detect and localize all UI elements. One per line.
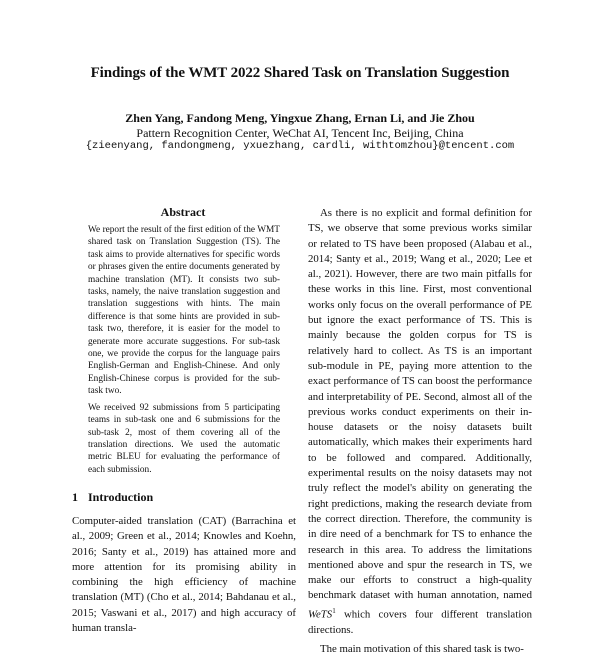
right-paragraph-1-end: which covers four different translation directions. — [308, 608, 532, 636]
abstract-body — [88, 224, 280, 480]
right-paragraph-1 — [308, 206, 532, 638]
paper-title: Findings of the WMT 2022 Shared Task on Translation Suggestion — [90, 65, 510, 81]
section-title: Introduction — [88, 490, 154, 504]
author-emails: {zieenyang, fandongmeng, yxuezhang, cardli, withtomzhou}@tencent.com — [85, 140, 515, 152]
section-number: 1 — [72, 490, 78, 504]
introduction-paragraph-1: Computer-aided translation (CAT) (Barrachina et al., 2009; Green et al., 2014; Knowles and Koehn, 2016; Santy et al., 2019) has attained more and more attention for its promising ability in combining the high efficiency of machine translation (MT) (Cho et al., 2014; Bahdanau et al., 2015; Vaswani et al., 2017) and high accuracy of human transla- — [72, 515, 296, 635]
author-list: Zhen Yang, Fandong Meng, Yingxue Zhang, Ernan Li, and Jie Zhou — [125, 111, 475, 125]
abstract-paragraph-2: We received 92 submissions from 5 participating teams in sub-task one and 6 submissions for the sub-task 2, most of them covering all of the translation directions. We used the automatic metric BLEU for evaluating the performance of each submission. — [88, 402, 280, 475]
right-paragraph-2: The main motivation of this shared task is two- — [320, 642, 524, 655]
dataset-name: WeTS — [308, 608, 333, 621]
abstract-paragraph-1: We report the result of the first edition of the WMT shared task on Translation Suggestion (TS). The task aims to provide alternatives for specific words or phrases given the entire documents generated by machine translation (MT). It consists two sub-tasks, namely, the naive translation suggestion and translation suggestions with hints. The main difference is that some hints are provided in sub-task two, therefore, it is easier for the model to generate more accurate suggestions. For sub-task one, we provide the corpus for the language pairs English-German and English-Chinese. And only English-Chinese corpus is provided for the sub-task two. — [88, 225, 280, 397]
section-heading-introduction — [72, 490, 153, 505]
footnote-marker: 1 — [332, 606, 336, 615]
abstract-heading: Abstract — [160, 205, 206, 219]
right-paragraph-1-text: As there is no explicit and formal definition for TS, we observe that some previous works similar or related to TS have been proposed (Alabau et al., 2014; Santy et al., 2019; Wang et al., 2020; Lee et al., 2021). However, there are two main pitfalls for these works in this line. First, most conventional works only focus on the overall performance of PE but ignore the exact performance of TS. This is mainly because the golden corpus for TS is relatively hard to collect. As TS is an important sub-module in PE, paying more attention to the exact performance of TS can boost the performance and interpretability of PE. Second, almost all of the previous works conduct experiments on their in-house datasets or the noisy datasets built automatically, which makes their experiments hard to be followed and compared. Additionally, experimental results on the noisy datasets may not truly reflect the model's ability on generating the right predictions, making the research deviate from the correct direction. Therefore, the community is in dire need of a benchmark for TS to enhance the research in this area. To address the limitations mentioned above and spur the research in TS, we make our efforts to construct a high-quality benchmark dataset with human annotation, named — [308, 207, 532, 602]
affiliation: Pattern Recognition Center, WeChat AI, Tencent Inc, Beijing, China — [136, 126, 464, 140]
right-column-body — [308, 206, 532, 657]
